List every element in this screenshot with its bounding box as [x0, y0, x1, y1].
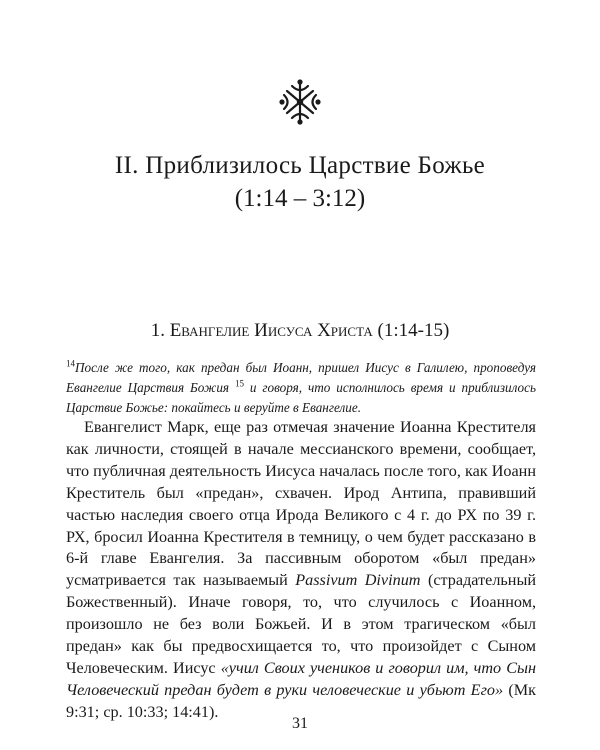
section-verse-range: (1:14-15): [372, 320, 450, 341]
fleuron-ornament-icon: [272, 74, 328, 130]
verse-number: 14: [66, 358, 75, 369]
scripture-reference: (Мк 9:31; ср. 10:33; 14:41).: [66, 680, 536, 721]
paragraph-text: Евангелист Марк, еще раз отмечая значение Иоанна Крестителя как личности, стоящей в начале мессианского времени, сообщает, что публичная деятельность Иисуса началась после того, как Иоанн Креститель был «предан», схвачен. Ирод Антипа, правивший частью наследия своего отца Ирода Великого с 4 г. до РХ по 39 г. РХ, бросил Иоанна Крестителя в темницу, о чем будет рассказано в 6-й главе Евангелия. За пассивным оборотом «был предан» усматривается так называемый: [66, 418, 536, 590]
paragraph: [66, 417, 536, 724]
scripture-quote: «учил Своих учеников и говорил им, что Сын Человеческий предан будет в руки человеческие и убьют Его»: [66, 658, 536, 699]
verse-number: 15: [234, 378, 244, 389]
section-heading: [0, 318, 600, 344]
section-title: Евангелие Иисуса Христа: [169, 320, 373, 341]
paragraph-text: (страдательный Божественный). Иначе говоря, то, что случилось с Иоанном, произошло не без воли Божьей. И в этом трагическом «был предан» как бы предвосхищается то, что произойдет с Сыном Человеческим. Иисус: [66, 571, 536, 677]
commentary-body: [66, 417, 536, 724]
chapter-title: II. Приблизилось Царствие Божье: [114, 152, 486, 179]
scripture-epigraph: [66, 358, 536, 418]
epigraph-text: и говоря, что исполнилось время и приблизилось Царствие Божье: покайтесь и веруйте в Евангелие.: [66, 380, 537, 415]
epigraph-text: После же того, как предан был Иоанн, пришел Иисус в Галилею, проповедуя Евангелие Царствия Божия: [66, 360, 536, 395]
latin-term: Passivum Divinum: [295, 571, 421, 590]
chapter-verse-range: (1:14 – 3:12): [234, 185, 366, 212]
section-number: 1.: [150, 320, 170, 341]
page-number: 31: [292, 715, 308, 732]
